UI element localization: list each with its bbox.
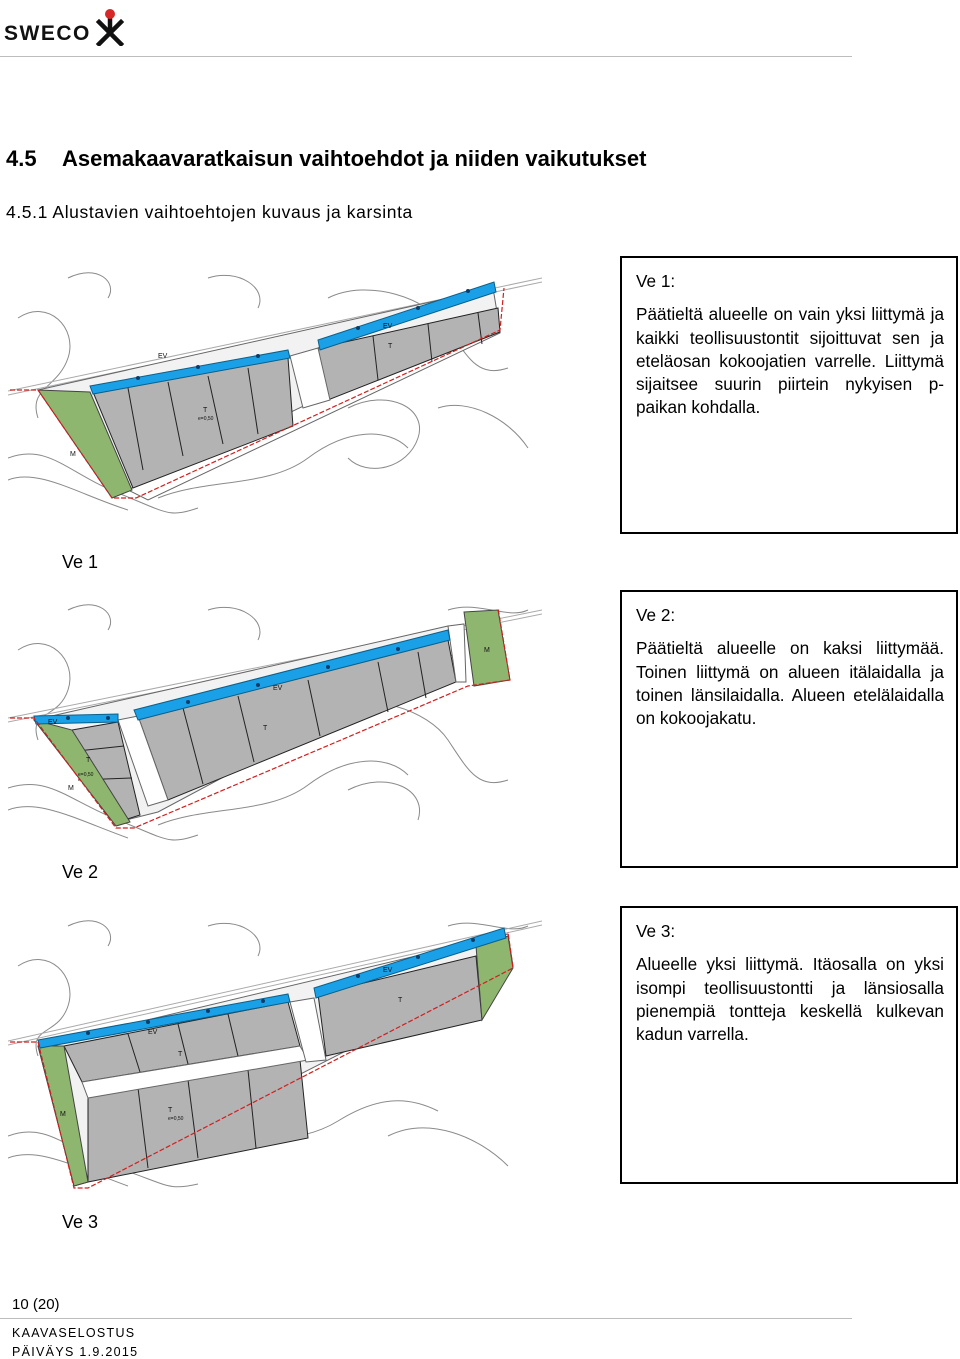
description-box-ve1 bbox=[620, 256, 958, 534]
box-title: Ve 2: bbox=[636, 605, 676, 625]
map-ve1 bbox=[8, 258, 542, 522]
header-rule bbox=[0, 56, 852, 57]
map-label-t: T bbox=[398, 997, 403, 1004]
map-label-m: M bbox=[60, 1111, 66, 1118]
section-title: Asemakaavaratkaisun vaihtoehdot ja niiden vaikutukset bbox=[62, 146, 647, 171]
map-label-ev-2: EV bbox=[158, 353, 168, 360]
caption-ve2: Ve 2 bbox=[62, 862, 99, 882]
map-label-t-3: T bbox=[168, 1107, 173, 1114]
document-type: KAAVASELOSTUS bbox=[12, 1326, 136, 1340]
map-label-t: T bbox=[388, 343, 393, 350]
section-heading bbox=[6, 146, 646, 172]
map-label-t-2: T bbox=[203, 407, 208, 414]
subsection-heading: 4.5.1 Alustavien vaihtoehtojen kuvaus ja karsinta bbox=[6, 202, 413, 222]
box-text: Päätieltä alueelle on kaksi liittymää. Toinen liittymä on alueen itälaidalla ja toinen länsilaidalla. Alueen etelälaidalla on kokoojakatu. bbox=[636, 638, 944, 729]
caption-ve1: Ve 1 bbox=[62, 552, 99, 572]
map-label-tm: e=0,50 bbox=[198, 416, 214, 422]
map-ve3 bbox=[8, 906, 542, 1196]
footer-rule bbox=[0, 1318, 852, 1319]
map-label-ev-2: EV bbox=[273, 685, 283, 692]
description-box-ve3 bbox=[620, 906, 958, 1184]
map-label-t: T bbox=[263, 725, 268, 732]
map-label-m-2: M bbox=[484, 647, 490, 654]
document-date: PÄIVÄYS 1.9.2015 bbox=[12, 1345, 139, 1359]
box-text: Päätieltä alueelle on vain yksi liittymä ja kaikki teollisuustontit sijoittuvat sen ja eteläosan kokoojatien varrelle. Liittymä sijaitsee suurin piirtein nykyisen p-paikan kohdalla. bbox=[636, 304, 944, 418]
map-label-m: M bbox=[68, 785, 74, 792]
caption-ve3: Ve 3 bbox=[62, 1212, 99, 1232]
map-label-tm: e=0,50 bbox=[168, 1116, 184, 1122]
sweco-logo-mark-icon bbox=[92, 6, 128, 46]
description-box-ve2 bbox=[620, 590, 958, 868]
map-label-tm: e=0,50 bbox=[78, 772, 94, 778]
box-title: Ve 3: bbox=[636, 921, 676, 941]
page-number: 10 (20) bbox=[12, 1296, 60, 1313]
map-label-ev: EV bbox=[383, 967, 393, 974]
logo-text: SWECO bbox=[4, 22, 91, 45]
map-label-t-2: T bbox=[86, 757, 91, 764]
map-label-ev: EV bbox=[383, 323, 393, 330]
map-label-t-2: T bbox=[178, 1051, 183, 1058]
map-label-ev-2: EV bbox=[148, 1029, 158, 1036]
box-text: Alueelle yksi liittymä. Itäosalla on yksi isompi teollisuustontti ja länsiosalla pienempiä tontteja keskellä kulkevan kadun varrella. bbox=[636, 954, 944, 1045]
map-ve2 bbox=[8, 590, 542, 848]
sweco-logo bbox=[4, 6, 134, 46]
map-label-m: M bbox=[70, 451, 76, 458]
box-title: Ve 1: bbox=[636, 271, 676, 291]
section-number: 4.5 bbox=[6, 146, 37, 171]
map-label-ev: EV bbox=[48, 719, 58, 726]
